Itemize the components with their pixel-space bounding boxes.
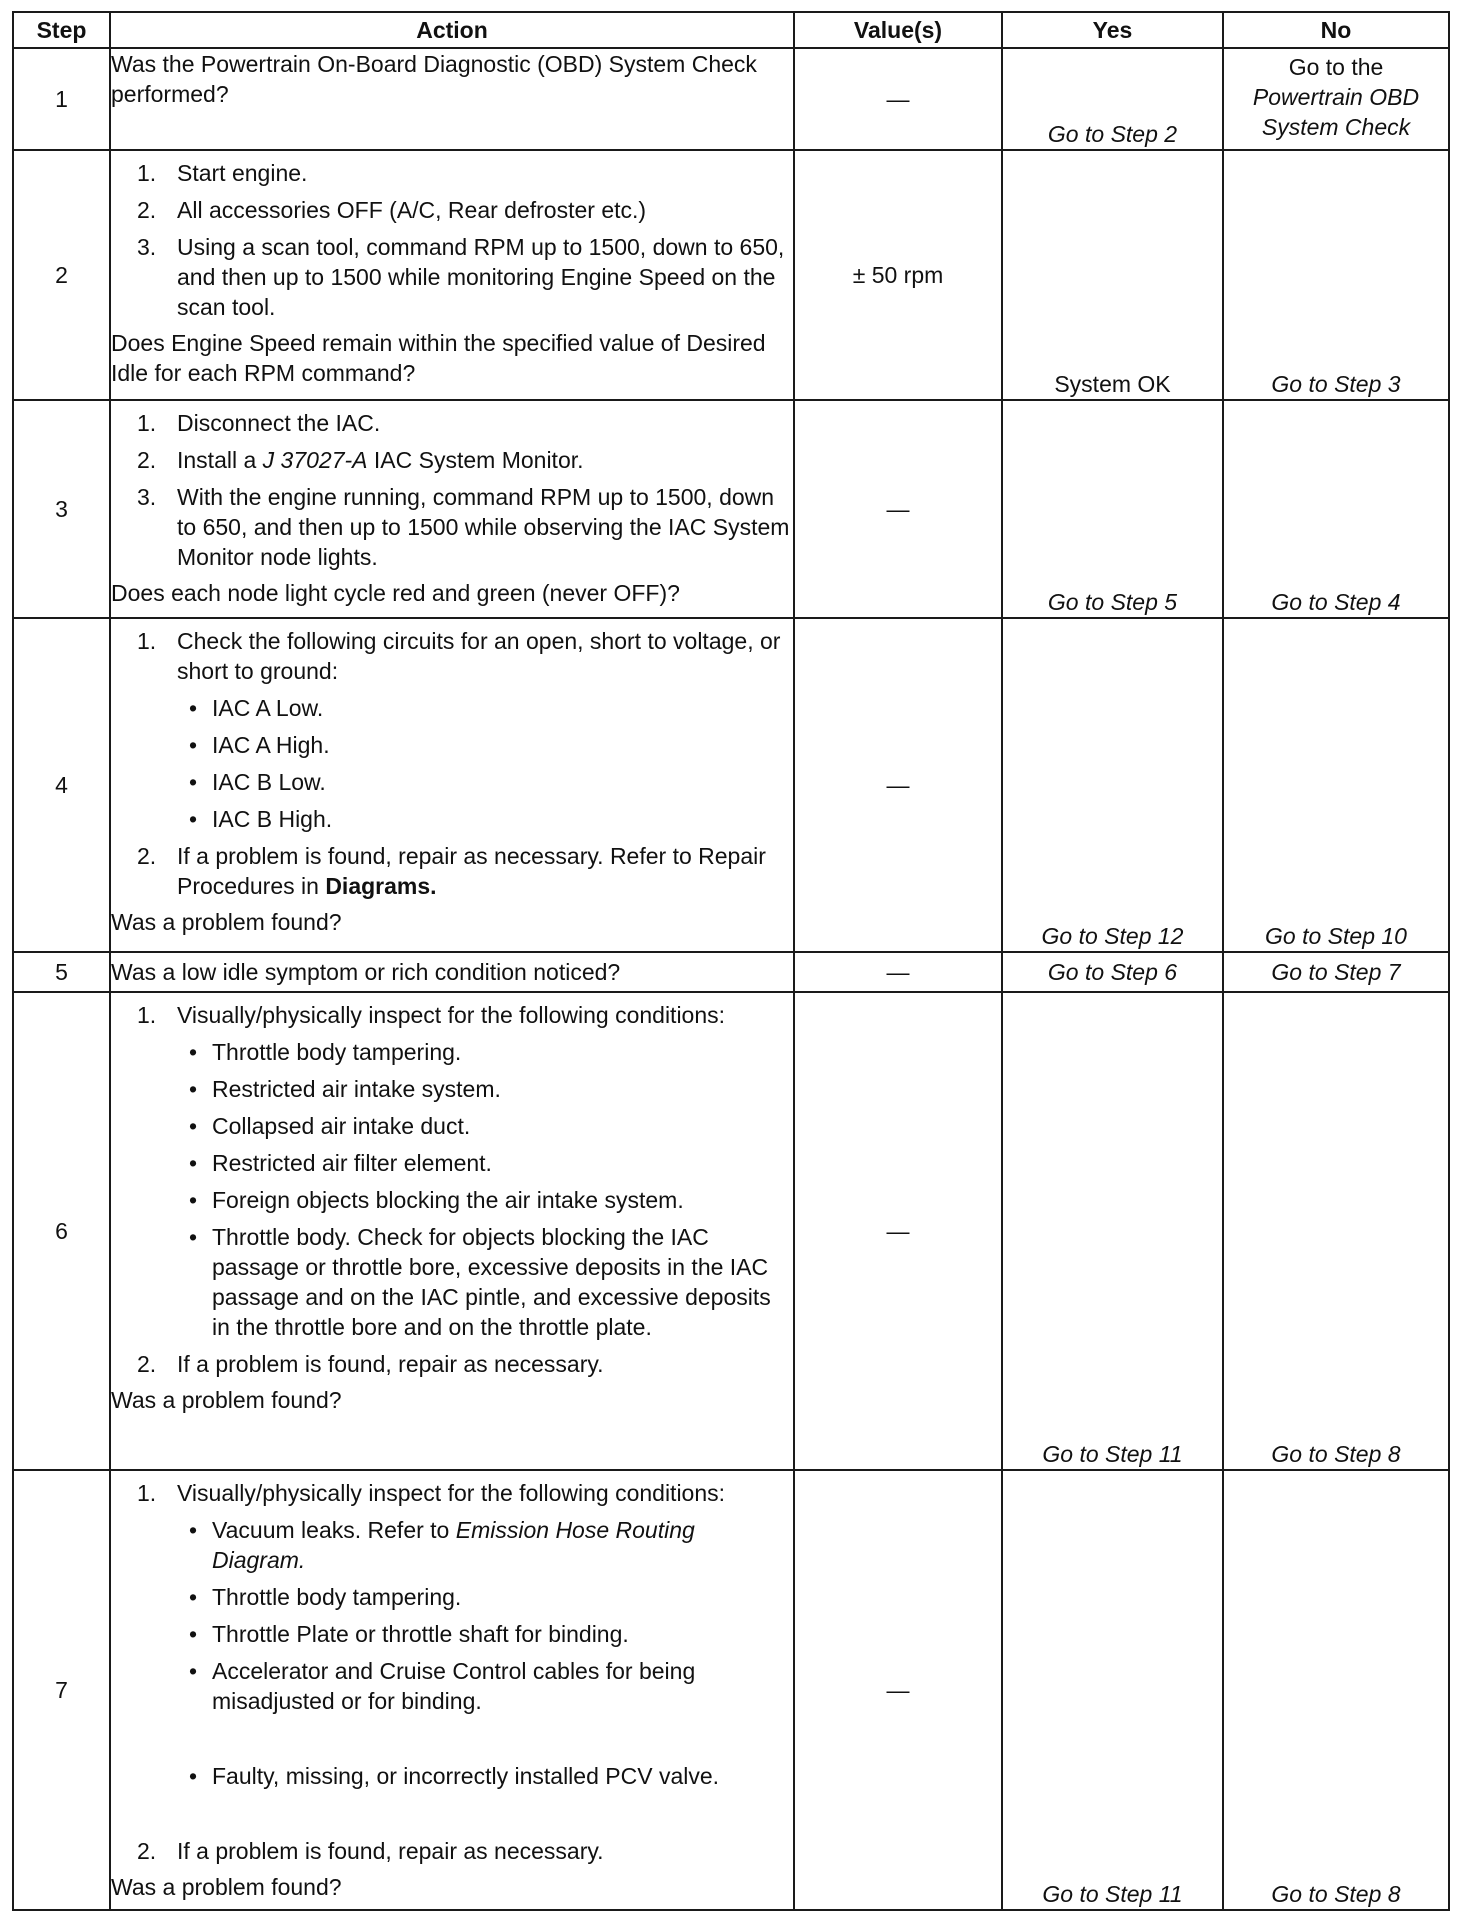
value-cell: — — [794, 48, 1002, 150]
bullet-icon: • — [189, 1763, 198, 1789]
tool-number: J 37027-A — [262, 447, 368, 473]
item-number: 1. — [137, 1002, 157, 1028]
item-text: Disconnect the IAC. — [177, 410, 381, 436]
bullet-icon: • — [189, 1113, 198, 1139]
bullet-text: Faulty, missing, or incorrectly installed PCV valve. — [212, 1763, 720, 1789]
numbered-item — [111, 408, 793, 438]
bullet-icon: • — [189, 1076, 198, 1102]
bullet-icon: • — [189, 1187, 198, 1213]
bullet-text-pre: Vacuum leaks. Refer to — [212, 1517, 450, 1543]
value-cell: — — [794, 992, 1002, 1470]
numbered-item — [111, 158, 793, 188]
yes-cell[interactable]: Go to Step 11 — [1002, 1470, 1223, 1910]
bullet-item — [111, 1761, 793, 1791]
table-row-step-7 — [13, 1470, 1449, 1910]
bullet-text: Throttle Plate or throttle shaft for binding. — [212, 1621, 629, 1647]
action-cell — [110, 618, 794, 952]
item-text: If a problem is found, repair as necessary. — [177, 1351, 604, 1377]
bullet-icon: • — [189, 695, 198, 721]
bullet-item — [111, 1515, 793, 1575]
item-text: Using a scan tool, command RPM up to 1500, down to 650, and then up to 1500 while monitoring Engine Speed on the scan tool. — [177, 234, 785, 320]
bullet-item — [111, 1148, 793, 1178]
bullet-text: Accelerator and Cruise Control cables for being misadjusted or for binding. — [212, 1658, 696, 1714]
bullet-text: Throttle body tampering. — [212, 1584, 462, 1610]
action-question: Was the Powertrain On-Board Diagnostic (OBD) System Check performed? — [111, 51, 757, 107]
value-cell: — — [794, 1470, 1002, 1910]
bullet-item — [111, 1074, 793, 1104]
bullet-text: Foreign objects blocking the air intake system. — [212, 1187, 684, 1213]
action-cell — [110, 150, 794, 400]
bullet-item — [111, 1037, 793, 1067]
yes-cell[interactable]: System OK — [1002, 150, 1223, 400]
value-cell: ± 50 rpm — [794, 150, 1002, 400]
bullet-icon: • — [189, 806, 198, 832]
item-number: 3. — [137, 234, 157, 260]
item-text-pre: Install a — [177, 447, 257, 473]
item-number: 1. — [137, 160, 157, 186]
item-text: If a problem is found, repair as necessary. Refer to Repair Procedures in — [177, 843, 766, 899]
bullet-item — [111, 1582, 793, 1612]
item-text: Visually/physically inspect for the following conditions: — [177, 1480, 726, 1506]
item-number: 2. — [137, 843, 157, 869]
no-prefix: Go to the — [1288, 54, 1384, 80]
numbered-item — [111, 841, 793, 901]
bullet-icon: • — [189, 1150, 198, 1176]
numbered-item — [111, 482, 793, 572]
diagnostic-table — [12, 11, 1450, 1911]
step-number: 4 — [13, 618, 110, 952]
item-text: All accessories OFF (A/C, Rear defroster etc.) — [177, 197, 647, 223]
spacer — [111, 1791, 793, 1829]
bullet-icon: • — [189, 1039, 198, 1065]
no-cell[interactable]: Go to Step 8 — [1223, 1470, 1449, 1910]
bullet-item — [111, 767, 793, 797]
item-number: 1. — [137, 1480, 157, 1506]
bullet-text: Restricted air filter element. — [212, 1150, 492, 1176]
action-cell — [110, 992, 794, 1470]
numbered-item — [111, 1836, 793, 1866]
item-number: 2. — [137, 1351, 157, 1377]
bullet-item — [111, 1619, 793, 1649]
no-cell[interactable]: Go to Step 7 — [1223, 952, 1449, 992]
item-number: 2. — [137, 447, 157, 473]
header-action: Action — [110, 12, 794, 48]
action-question: Was a problem found? — [111, 909, 342, 935]
yes-cell[interactable]: Go to Step 12 — [1002, 618, 1223, 952]
action-cell — [110, 952, 794, 992]
bullet-text: IAC B High. — [212, 806, 333, 832]
action-question: Does each node light cycle red and green (never OFF)? — [111, 580, 680, 606]
no-cell[interactable] — [1223, 48, 1449, 150]
bullet-icon: • — [189, 732, 198, 758]
action-cell — [110, 400, 794, 618]
action-question: Was a low idle symptom or rich condition noticed? — [111, 959, 621, 985]
step-number: 3 — [13, 400, 110, 618]
action-cell — [110, 1470, 794, 1910]
bullet-item — [111, 693, 793, 723]
item-number: 1. — [137, 410, 157, 436]
header-yes: Yes — [1002, 12, 1223, 48]
item-number: 2. — [137, 197, 157, 223]
item-text: Check the following circuits for an open, short to voltage, or short to ground: — [177, 628, 781, 684]
action-question: Was a problem found? — [111, 1387, 342, 1413]
yes-cell[interactable]: Go to Step 11 — [1002, 992, 1223, 1470]
header-values: Value(s) — [794, 12, 1002, 48]
action-question: Was a problem found? — [111, 1874, 342, 1900]
bullet-item — [111, 1222, 793, 1342]
bullet-item — [111, 1111, 793, 1141]
bullet-icon: • — [189, 769, 198, 795]
no-cell[interactable]: Go to Step 3 — [1223, 150, 1449, 400]
bullet-icon: • — [189, 1517, 198, 1543]
table-row-step-1 — [13, 48, 1449, 150]
bullet-item — [111, 1656, 793, 1716]
action-cell — [110, 48, 794, 150]
bullet-icon: • — [189, 1224, 198, 1250]
bullet-text: IAC A High. — [212, 732, 330, 758]
step-number: 2 — [13, 150, 110, 400]
yes-cell[interactable]: Go to Step 2 — [1002, 48, 1223, 150]
item-number: 1. — [137, 628, 157, 654]
bullet-text: Throttle body tampering. — [212, 1039, 462, 1065]
table-row-step-4 — [13, 618, 1449, 952]
numbered-item — [111, 445, 793, 475]
value-cell: — — [794, 952, 1002, 992]
item-text: If a problem is found, repair as necessary. — [177, 1838, 604, 1864]
table-row-step-2 — [13, 150, 1449, 400]
bullet-item — [111, 730, 793, 760]
bullet-text: Restricted air intake system. — [212, 1076, 501, 1102]
diagrams-reference[interactable]: Diagrams. — [325, 873, 437, 899]
emission-hose-link[interactable]: Emission Hose Routing Diagram. — [212, 1517, 695, 1573]
item-number: 3. — [137, 484, 157, 510]
table-row-step-6 — [13, 992, 1449, 1470]
no-cell[interactable]: Go to Step 4 — [1223, 400, 1449, 618]
numbered-item — [111, 195, 793, 225]
table-row-step-3 — [13, 400, 1449, 618]
header-row — [13, 12, 1449, 48]
item-text: Start engine. — [177, 160, 308, 186]
numbered-item — [111, 626, 793, 686]
yes-cell[interactable]: Go to Step 5 — [1002, 400, 1223, 618]
item-number: 2. — [137, 1838, 157, 1864]
bullet-item — [111, 804, 793, 834]
bullet-icon: • — [189, 1584, 198, 1610]
header-step: Step — [13, 12, 110, 48]
bullet-text: IAC B Low. — [212, 769, 326, 795]
bullet-icon: • — [189, 1621, 198, 1647]
bullet-item — [111, 1185, 793, 1215]
step-number: 1 — [13, 48, 110, 150]
bullet-text: Throttle body. Check for objects blocking the IAC passage or throttle bore, excessive deposits in the IAC passage and on the IAC pintle, and excessive deposits in the throttle bore and on the throttle plate. — [212, 1224, 771, 1340]
no-cell[interactable]: Go to Step 8 — [1223, 992, 1449, 1470]
table-row-step-5 — [13, 952, 1449, 992]
action-question: Does Engine Speed remain within the specified value of Desired Idle for each RPM command? — [111, 330, 766, 386]
value-cell: — — [794, 618, 1002, 952]
step-number: 5 — [13, 952, 110, 992]
header-no: No — [1223, 12, 1449, 48]
numbered-item — [111, 1478, 793, 1508]
bullet-icon: • — [189, 1658, 198, 1684]
spacer — [111, 1716, 793, 1754]
value-cell: — — [794, 400, 1002, 618]
item-text: With the engine running, command RPM up to 1500, down to 650, and then up to 1500 while observing the IAC System Monitor node lights. — [177, 484, 790, 570]
numbered-item — [111, 232, 793, 322]
yes-cell[interactable]: Go to Step 6 — [1002, 952, 1223, 992]
bullet-text: Collapsed air intake duct. — [212, 1113, 471, 1139]
numbered-item — [111, 1349, 793, 1379]
step-number: 7 — [13, 1470, 110, 1910]
item-text: Visually/physically inspect for the following conditions: — [177, 1002, 726, 1028]
no-link[interactable]: Powertrain OBD System Check — [1252, 84, 1420, 140]
numbered-item — [111, 1000, 793, 1030]
step-number: 6 — [13, 992, 110, 1470]
item-text-post: IAC System Monitor. — [373, 447, 584, 473]
bullet-text: IAC A Low. — [212, 695, 324, 721]
no-cell[interactable]: Go to Step 10 — [1223, 618, 1449, 952]
